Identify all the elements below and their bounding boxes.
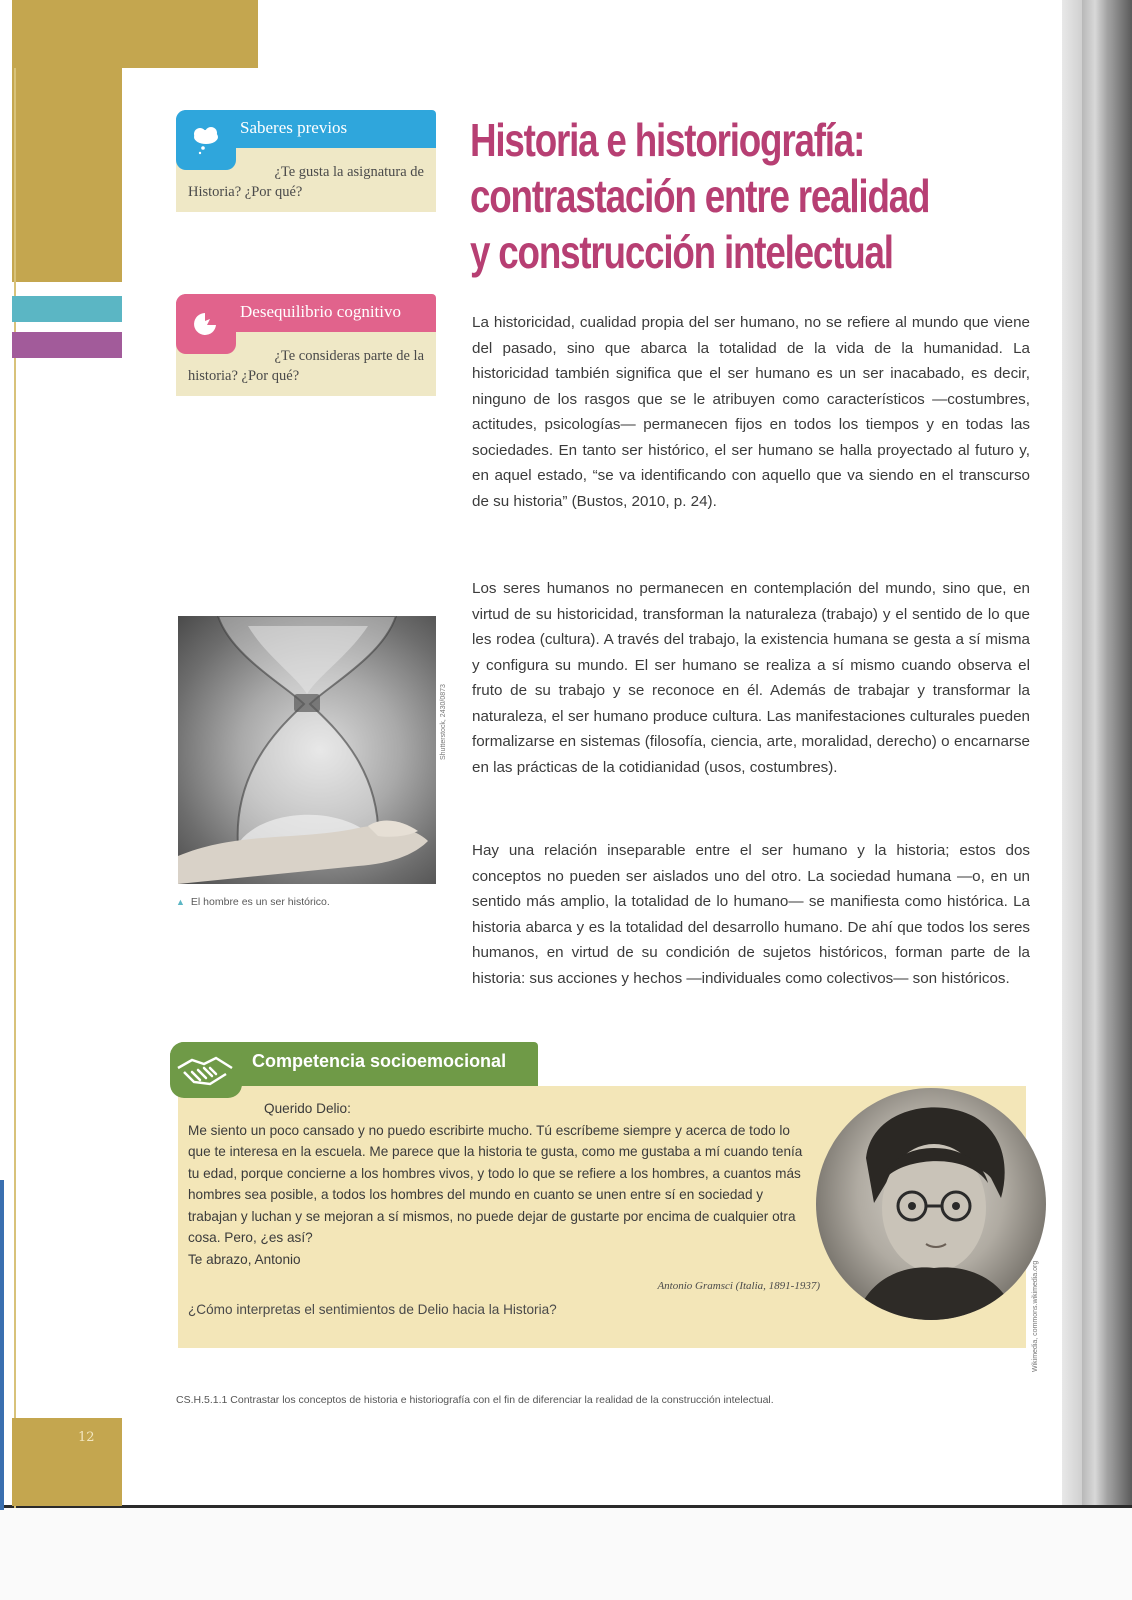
saberes-line-2: Historia? ¿Por qué? [188, 184, 303, 200]
competencia-question: ¿Cómo interpretas el sentimientos de Delio hacia la Historia? [188, 1302, 557, 1317]
title-line-1: Historia e historiografía: [470, 114, 865, 166]
curriculum-footer: CS.H.5.1.1 Contrastar los conceptos de historia e historiografía con el fin de diferenciar la realidad de la construcción intelectual. [176, 1394, 774, 1406]
paragraph-relacion-historia: Hay una relación inseparable entre el ser humano y la historia; estos dos conceptos no pueden ser aislados uno del otro. La sociedad humana —o, en un sentido más amplio, la totalidad de lo humano— se manifiesta como histórica. La historia abarca y es la totalidad del desarrollo humano. De ahí que todos los seres humanos, en virtud de su condición de sujetos históricos, forman parte de la historia: sus acciones y hechos —individuales como colectivos— son históricos. [472, 842, 1030, 987]
desequilibrio-header [176, 294, 436, 332]
desequilibrio-title: Desequilibrio cognitivo [240, 302, 402, 321]
saberes-previos-title: Saberes previos [240, 118, 348, 137]
gold-left-band [12, 0, 122, 282]
letter-author: Antonio Gramsci (Italia, 1891-1937) [657, 1280, 820, 1292]
paragraph-historicidad: La historicidad, cualidad propia del ser humano, no se refiere al mundo que viene del pasado, sino que abarca la totalidad de la vida de la humanidad. La historicidad también significa que el ser humano es un ser inacabado, es decir, ninguno de los rasgos que se le atribuyen como característicos —costumbres, actitudes, psicologías— permanecen fijos en todos los tiempos y en todas las sociedades. En tanto ser histórico, el ser humano se halla proyectado al futuro y, en aquel estado, “se va identificando con aquello que va siendo en el transcurso de su historia” (Bustos, 2010, p. 24). [472, 314, 1030, 510]
caption-text: El hombre es un ser histórico. [190, 896, 330, 908]
desequilibrio-cognitivo-box [176, 294, 436, 396]
gold-bottom-band [12, 1418, 122, 1506]
letter-body: Me siento un poco cansado y no puedo escribirte mucho. Tú escríbeme siempre y acerca de todo lo que te interesa en la escuela. Me parece que la historia te gusta, como me gustaba a mí cuando tenía tu edad, porque concierne a los hombres vivos, y todo lo que se refiere a los hombres, a cuantos más hombres sea posible, a todos los hombres del mundo en cuanto se unen entre sí en sociedad y trabajan y luchan y se mejoran a sí mismos, no puede dejar de gustarte por encima de cualquier otra cosa. Pero, ¿es así? [188, 1122, 803, 1245]
caption-triangle-icon: ▲ [176, 897, 185, 907]
cloud-icon [176, 110, 236, 170]
handshake-icon [170, 1042, 242, 1098]
letter-greeting: Querido Delio: [264, 1101, 351, 1116]
saberes-line-1: ¿Te gusta la asignatura de [274, 164, 424, 180]
desequilibrio-line-2: historia? ¿Por qué? [188, 368, 300, 384]
scanner-bed [0, 1508, 1132, 1600]
letter-closing: Te abrazo, Antonio [188, 1251, 301, 1267]
competencia-title: Competencia socioemocional [252, 1051, 507, 1071]
page-title [470, 112, 930, 280]
desequilibrio-line-1: ¿Te consideras parte de la [274, 348, 424, 364]
page-edge [1082, 0, 1108, 1508]
gramsci-portrait [816, 1088, 1046, 1320]
paragraph-trabajo-cultura: Los seres humanos no permanecen en contemplación del mundo, sino que, en virtud de su historicidad, transforman la naturaleza (trabajo) y el sentido de lo que les rodea (cultura). A través del trabajo, la existencia humana se gesta a sí misma y configura su mundo. El ser humano se realiza a sí mismo cuando observa el fruto de su trabajo y se reconoce en él. Además de trabajar y transformar la naturaleza, el ser humano produce cultura. Las manifestaciones culturales pueden formalizarse en sistemas (filosofía, ciencia, arte, moralidad, derecho) o encarnarse en las prácticas de la cotidianidad (usos, costumbres). [472, 580, 1030, 776]
title-line-3: y construcción intelectual [470, 226, 893, 278]
hourglass-photo [178, 616, 436, 884]
title-line-2: contrastación entre realidad [470, 170, 930, 222]
saberes-previos-box [176, 110, 436, 212]
purple-accent-bar [12, 332, 122, 358]
photo-caption [176, 896, 330, 908]
broken-circle-icon [176, 294, 236, 354]
page-number: 12 [78, 1430, 95, 1445]
portrait-credit: Wikimedia, commons.wikimedia.org [1032, 1260, 1039, 1372]
teal-accent-bar [12, 296, 122, 322]
photo-credit: Shutterstock, 2430/0873 [440, 684, 447, 760]
saberes-previos-header [176, 110, 436, 148]
gramsci-letter [188, 1098, 808, 1270]
blue-margin-line [0, 1180, 4, 1510]
gold-margin-line [14, 68, 16, 1508]
